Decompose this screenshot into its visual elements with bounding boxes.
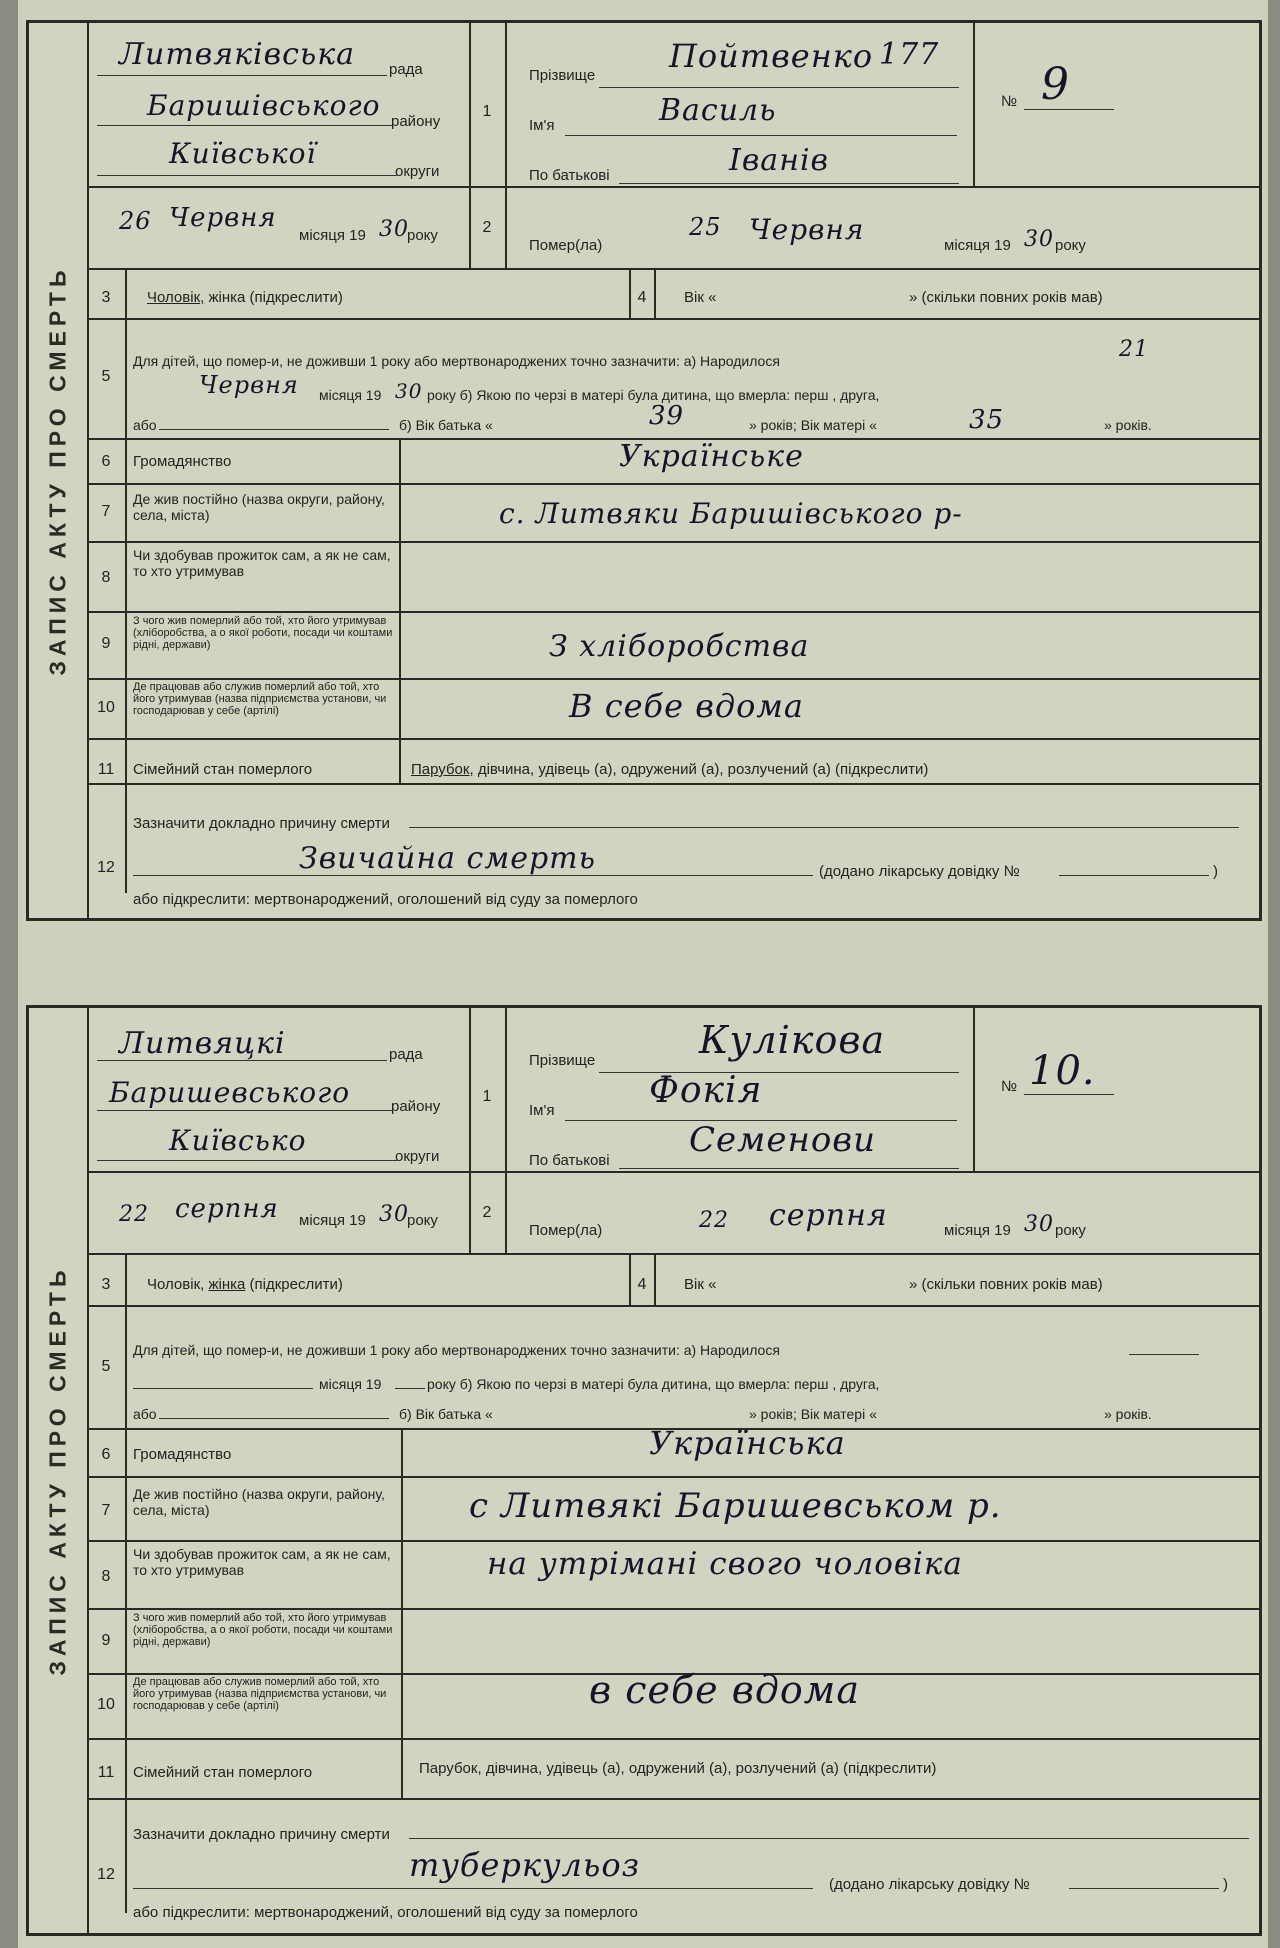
death-year-label: року [1055,237,1086,254]
rayon-value: Баришівського [147,89,381,122]
children-line-3b: б) Вік батька « [399,417,493,433]
row-number: 3 [101,289,111,306]
children-line-3a: або [133,417,157,433]
reg-year-label: року [407,1212,438,1229]
name-value: Фокія [649,1070,763,1111]
name-label: Ім'я [529,117,555,134]
death-day: 25 [689,213,722,241]
born-month: Червня [199,371,299,399]
occupation-label: З чого жив померлий або той, хто його утримував (хліборобства, а о якої роботи, посади чи коштами рідні, держави) [133,615,393,651]
certificate-label: (додано лікарську довідку № [819,863,1020,880]
residence-label: Де жив постійно (назва округи, району, села, міста) [133,1486,385,1518]
death-month-label: місяця 19 [944,237,1011,254]
children-line-2b: року б) Якою по черзі в матері була дитина, що вмерла: перш , друга, [427,387,880,403]
death-year: 30 [1024,227,1054,252]
marital-label: Сімейний стан померлого [133,761,313,778]
patronymic-value: Семенови [689,1120,876,1160]
children-line-2a: місяця 19 [319,1376,382,1392]
born-year: 30 [395,379,423,403]
workplace-label: Де працював або служив померлий або той, хто його утримував (назва підприємства установи, чи господарював у себе (артілі) [133,681,387,717]
marital-options: Парубок, дівчина, удівець (а), одружений (а), розлучений (а) (підкреслити) [411,761,929,778]
livelihood-value: на утрімані свого чоловіка [487,1546,963,1582]
children-line-1: Для дітей, що помер-и, не доживши 1 року або мертвонароджених точно зазначити: а) Народилося [133,353,780,369]
residence-label: Де жив постійно (назва округи, району, села, міста) [133,491,385,523]
okruha-value: Київсько [169,1124,307,1157]
mother-age: 35 [969,405,1005,435]
record-number: 9 [1041,59,1070,110]
death-month: серпня [769,1198,888,1233]
rayon-label: району [391,1098,441,1115]
surname-note: 177 [879,37,940,72]
row-number: 4 [637,289,647,306]
reg-day: 26 [119,207,152,235]
surname-value: Кулікова [699,1018,886,1062]
livelihood-label: Чи здобував прожиток сам, а як не сам, то хто утримував [133,547,391,579]
name-value: Василь [659,93,777,128]
name-label: Ім'я [529,1102,555,1119]
death-label: Помер(ла) [529,1222,603,1239]
row-number: 7 [101,503,111,520]
sex-label: Чоловік, жінка (підкреслити) [147,289,343,306]
workplace-value: в себе вдома [589,1668,860,1712]
death-month: Червня [749,213,865,246]
citizenship-value: Українське [619,439,804,474]
death-record-1 [26,20,1262,921]
age-tail: » (скільки повних років мав) [909,289,1103,306]
born-day: 21 [1119,337,1149,362]
underline-note: або підкреслити: мертвонароджений, оголошений від суду за померлого [133,1904,638,1921]
number-label: № [1001,1078,1018,1095]
workplace-value: В себе вдома [569,687,804,725]
cause-label: Зазначити докладно причину смерти [133,1826,390,1843]
patronymic-label: По батькові [529,1152,610,1169]
vertical-title: ЗАПИС АКТУ ПРО СМЕРТЬ [29,23,89,918]
certificate-label: (додано лікарську довідку № [829,1876,1030,1893]
reg-month-label: місяця 19 [299,227,366,244]
row-number: 5 [101,368,111,385]
residence-value: с. Литвяки Баришівського р- [499,497,963,530]
certificate-end: ) [1223,1876,1228,1893]
age-label: Вік « [684,289,717,306]
rada-value: Литвяцкі [119,1026,286,1061]
row-number: 6 [101,1446,111,1463]
reg-day: 22 [119,1202,149,1227]
patronymic-value: Іванів [729,143,830,178]
row-number: 9 [101,635,111,652]
father-age: 39 [649,401,685,431]
patronymic-label: По батькові [529,167,610,184]
occupation-label: З чого жив померлий або той, хто його утримував (хліборобства, а о якої роботи, посади чи коштами рідні, держави) [133,1612,393,1648]
okruha-label: округи [395,163,440,180]
reg-year: 30 [379,217,409,242]
children-line-3d: » років. [1104,417,1152,433]
death-month-label: місяця 19 [944,1222,1011,1239]
surname-value: Пойтвенко [669,37,874,75]
row-number: 12 [97,859,115,876]
reg-month-label: місяця 19 [299,1212,366,1229]
underline-note: або підкреслити: мертвонароджений, оголошений від суду за померлого [133,891,638,908]
row-number: 2 [482,219,492,236]
okruha-value: Київської [169,137,317,170]
reg-year: 30 [379,1202,409,1227]
certificate-end: ) [1213,863,1218,880]
row-number: 8 [101,569,111,586]
children-line-3c: » років; Вік матері « [749,417,877,433]
rayon-value: Баришевського [109,1076,351,1109]
reg-year-label: року [407,227,438,244]
children-line-3c: » років; Вік матері « [749,1406,877,1422]
death-label: Помер(ла) [529,237,603,254]
children-line-3a: або [133,1406,157,1422]
row-number: 4 [637,1276,647,1293]
citizenship-value: Українська [649,1424,846,1462]
reg-month: Червня [169,203,277,233]
rada-value: Литвяківська [119,37,356,72]
row-number: 2 [482,1204,492,1221]
surname-label: Прізвище [529,67,596,84]
marital-label: Сімейний стан померлого [133,1764,313,1781]
rayon-label: району [391,113,441,130]
citizenship-label: Громадянство [133,453,232,470]
reg-month: серпня [175,1194,279,1224]
row-number: 10 [97,1696,115,1713]
sex-label: Чоловік, жінка (підкреслити) [147,1276,343,1293]
number-label: № [1001,93,1018,110]
children-line-2b: року б) Якою по черзі в матері була дитина, що вмерла: перш , друга, [427,1376,880,1392]
age-tail: » (скільки повних років мав) [909,1276,1103,1293]
vertical-title: ЗАПИС АКТУ ПРО СМЕРТЬ [29,1008,89,1933]
age-label: Вік « [684,1276,717,1293]
row-number: 11 [97,1764,115,1781]
citizenship-label: Громадянство [133,1446,232,1463]
row-number: 1 [482,103,492,120]
death-year-label: року [1055,1222,1086,1239]
row-number: 11 [97,761,115,778]
marital-options: Парубок, дівчина, удівець (а), одружений (а), розлучений (а) (підкреслити) [419,1760,937,1777]
cause-value: Звичайна смерть [299,841,596,876]
row-number: 5 [101,1358,111,1375]
residence-value: с Литвякі Баришевськом р. [469,1486,1002,1526]
row-number: 12 [97,1866,115,1883]
occupation-value: З хліборобства [549,629,810,664]
livelihood-label: Чи здобував прожиток сам, а як не сам, то хто утримував [133,1546,391,1578]
death-record-2 [26,1005,1262,1936]
cause-value: туберкульоз [409,1846,641,1884]
children-line-2a: місяця 19 [319,387,382,403]
rada-label: рада [389,1046,423,1063]
row-number: 9 [101,1632,111,1649]
children-line-3b: б) Вік батька « [399,1406,493,1422]
row-number: 7 [101,1502,111,1519]
record-number: 10. [1029,1048,1096,1094]
row-number: 3 [101,1276,111,1293]
cause-label: Зазначити докладно причину смерти [133,815,390,832]
row-number: 6 [101,453,111,470]
okruha-label: округи [395,1148,440,1165]
document-page [18,0,1268,1948]
row-number: 8 [101,1568,111,1585]
death-year: 30 [1024,1212,1054,1237]
rada-label: рада [389,61,423,78]
death-day: 22 [699,1208,729,1233]
row-number: 1 [482,1088,492,1105]
children-line-3d: » років. [1104,1406,1152,1422]
workplace-label: Де працював або служив померлий або той, хто його утримував (назва підприємства установи, чи господарював у себе (артілі) [133,1676,387,1712]
row-number: 10 [97,699,115,716]
surname-label: Прізвище [529,1052,596,1069]
children-line-1: Для дітей, що помер-и, не доживши 1 року або мертвонароджених точно зазначити: а) Народилося [133,1342,780,1358]
